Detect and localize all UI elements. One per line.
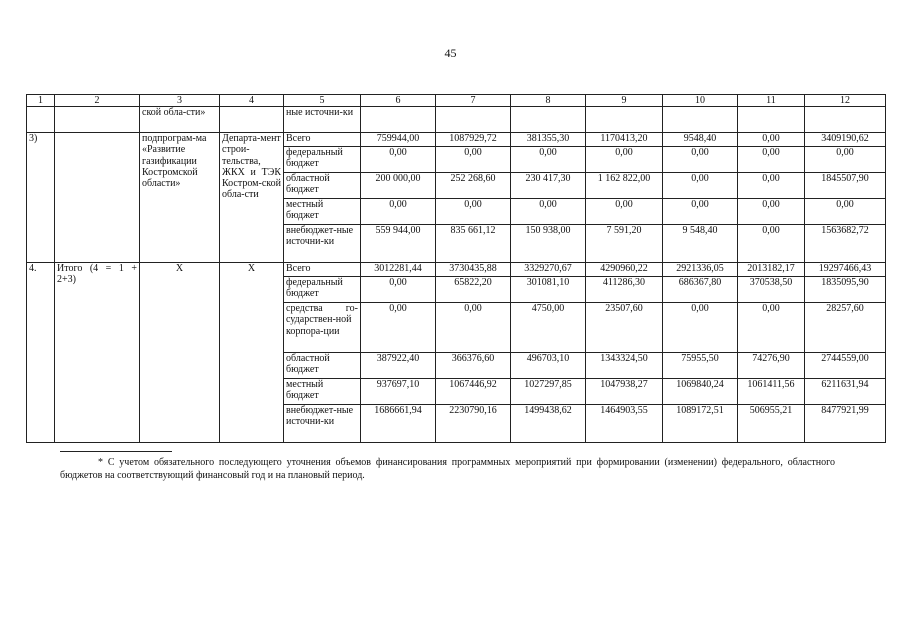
value-cell: 3730435,88 bbox=[436, 263, 511, 277]
executor-cell: Департа-мент строи-тельства, ЖКХ и ТЭК Костром-ской обла-сти bbox=[220, 133, 284, 263]
source-cell: федеральный бюджет bbox=[284, 147, 361, 173]
value-cell: 411286,30 bbox=[586, 277, 663, 303]
value-cell: 7 591,20 bbox=[586, 225, 663, 263]
source-cell: Всего bbox=[284, 263, 361, 277]
value-cell bbox=[586, 107, 663, 133]
value-cell: 0,00 bbox=[738, 147, 805, 173]
value-cell: 4750,00 bbox=[511, 303, 586, 353]
value-cell: 0,00 bbox=[738, 303, 805, 353]
value-cell: 150 938,00 bbox=[511, 225, 586, 263]
column-header: 12 bbox=[805, 95, 886, 107]
value-cell: 1027297,85 bbox=[511, 379, 586, 405]
value-cell: 1089172,51 bbox=[663, 405, 738, 443]
value-cell: 0,00 bbox=[361, 277, 436, 303]
value-cell: 0,00 bbox=[436, 303, 511, 353]
value-cell: 6211631,94 bbox=[805, 379, 886, 405]
program-cell: Х bbox=[140, 263, 220, 443]
column-header: 6 bbox=[361, 95, 436, 107]
source-cell: внебюджет-ные источни-ки bbox=[284, 225, 361, 263]
item-name-cell bbox=[55, 107, 140, 133]
value-cell bbox=[511, 107, 586, 133]
source-cell: местный бюджет bbox=[284, 199, 361, 225]
value-cell: 0,00 bbox=[663, 303, 738, 353]
value-cell: 0,00 bbox=[586, 199, 663, 225]
value-cell: 1563682,72 bbox=[805, 225, 886, 263]
value-cell: 496703,10 bbox=[511, 353, 586, 379]
value-cell: 0,00 bbox=[805, 199, 886, 225]
value-cell bbox=[805, 107, 886, 133]
column-header: 11 bbox=[738, 95, 805, 107]
value-cell: 559 944,00 bbox=[361, 225, 436, 263]
value-cell: 835 661,12 bbox=[436, 225, 511, 263]
value-cell: 937697,10 bbox=[361, 379, 436, 405]
value-cell: 1069840,24 bbox=[663, 379, 738, 405]
value-cell: 1835095,90 bbox=[805, 277, 886, 303]
value-cell: 0,00 bbox=[738, 225, 805, 263]
source-cell: ные источни-ки bbox=[284, 107, 361, 133]
value-cell bbox=[361, 107, 436, 133]
value-cell: 301081,10 bbox=[511, 277, 586, 303]
column-header: 4 bbox=[220, 95, 284, 107]
program-cell: подпрограм-ма «Развитие газификации Костромской области» bbox=[140, 133, 220, 263]
value-cell: 686367,80 bbox=[663, 277, 738, 303]
value-cell: 0,00 bbox=[738, 173, 805, 199]
value-cell: 2921336,05 bbox=[663, 263, 738, 277]
value-cell: 19297466,43 bbox=[805, 263, 886, 277]
column-header: 5 bbox=[284, 95, 361, 107]
column-header: 3 bbox=[140, 95, 220, 107]
value-cell: 1845507,90 bbox=[805, 173, 886, 199]
value-cell: 0,00 bbox=[361, 303, 436, 353]
value-cell: 1087929,72 bbox=[436, 133, 511, 147]
column-header: 7 bbox=[436, 95, 511, 107]
value-cell: 0,00 bbox=[361, 147, 436, 173]
source-cell: внебюджет-ные источни-ки bbox=[284, 405, 361, 443]
value-cell: 1067446,92 bbox=[436, 379, 511, 405]
value-cell: 1047938,27 bbox=[586, 379, 663, 405]
executor-cell bbox=[220, 107, 284, 133]
value-cell: 1 162 822,00 bbox=[586, 173, 663, 199]
table-row bbox=[27, 107, 886, 133]
source-cell: местный бюджет bbox=[284, 379, 361, 405]
value-cell: 0,00 bbox=[361, 199, 436, 225]
header-row bbox=[27, 95, 886, 107]
value-cell: 0,00 bbox=[586, 147, 663, 173]
value-cell: 3329270,67 bbox=[511, 263, 586, 277]
value-cell: 0,00 bbox=[663, 173, 738, 199]
value-cell: 1499438,62 bbox=[511, 405, 586, 443]
value-cell: 200 000,00 bbox=[361, 173, 436, 199]
value-cell: 0,00 bbox=[436, 147, 511, 173]
row-number-cell: 3) bbox=[27, 133, 55, 263]
value-cell: 0,00 bbox=[663, 147, 738, 173]
source-cell: областной бюджет bbox=[284, 353, 361, 379]
row-number-cell bbox=[27, 107, 55, 133]
value-cell: 0,00 bbox=[738, 199, 805, 225]
value-cell bbox=[436, 107, 511, 133]
table-row bbox=[27, 263, 886, 277]
value-cell: 0,00 bbox=[738, 133, 805, 147]
value-cell: 9 548,40 bbox=[663, 225, 738, 263]
value-cell: 1061411,56 bbox=[738, 379, 805, 405]
value-cell: 0,00 bbox=[436, 199, 511, 225]
value-cell: 28257,60 bbox=[805, 303, 886, 353]
value-cell: 366376,60 bbox=[436, 353, 511, 379]
value-cell: 381355,30 bbox=[511, 133, 586, 147]
source-cell: Всего bbox=[284, 133, 361, 147]
value-cell: 1686661,94 bbox=[361, 405, 436, 443]
value-cell: 9548,40 bbox=[663, 133, 738, 147]
column-header: 9 bbox=[586, 95, 663, 107]
value-cell: 0,00 bbox=[805, 147, 886, 173]
value-cell: 2013182,17 bbox=[738, 263, 805, 277]
value-cell: 1464903,55 bbox=[586, 405, 663, 443]
value-cell: 0,00 bbox=[511, 199, 586, 225]
source-cell: средства го-сударствен-ной корпора-ции bbox=[284, 303, 361, 353]
table-row bbox=[27, 133, 886, 147]
value-cell: 1343324,50 bbox=[586, 353, 663, 379]
value-cell: 75955,50 bbox=[663, 353, 738, 379]
value-cell: 23507,60 bbox=[586, 303, 663, 353]
column-header: 10 bbox=[663, 95, 738, 107]
value-cell: 759944,00 bbox=[361, 133, 436, 147]
value-cell bbox=[663, 107, 738, 133]
value-cell: 506955,21 bbox=[738, 405, 805, 443]
page-number: 45 bbox=[444, 46, 457, 60]
footnote-divider bbox=[60, 451, 172, 452]
value-cell: 252 268,60 bbox=[436, 173, 511, 199]
value-cell: 4290960,22 bbox=[586, 263, 663, 277]
value-cell: 0,00 bbox=[663, 199, 738, 225]
value-cell: 230 417,30 bbox=[511, 173, 586, 199]
program-cell: ской обла-сти» bbox=[140, 107, 220, 133]
item-name-cell bbox=[55, 133, 140, 263]
value-cell: 387922,40 bbox=[361, 353, 436, 379]
value-cell: 370538,50 bbox=[738, 277, 805, 303]
column-header: 8 bbox=[511, 95, 586, 107]
source-cell: федеральный бюджет bbox=[284, 277, 361, 303]
source-cell: областной бюджет bbox=[284, 173, 361, 199]
value-cell: 0,00 bbox=[511, 147, 586, 173]
value-cell: 2230790,16 bbox=[436, 405, 511, 443]
column-header: 1 bbox=[27, 95, 55, 107]
executor-cell: Х bbox=[220, 263, 284, 443]
value-cell: 65822,20 bbox=[436, 277, 511, 303]
value-cell: 2744559,00 bbox=[805, 353, 886, 379]
value-cell: 74276,90 bbox=[738, 353, 805, 379]
budget-table bbox=[26, 94, 886, 443]
item-name-cell: Итого (4 = 1 + 2+3) bbox=[55, 263, 140, 443]
value-cell: 3409190,62 bbox=[805, 133, 886, 147]
value-cell: 3012281,44 bbox=[361, 263, 436, 277]
column-header: 2 bbox=[55, 95, 140, 107]
footnote: * С учетом обязательного последующего уточнения объемов финансирования программных мероприятий при формировании (изменении) федерального, областного бюджетов на соответствующий финансовый год и на плановый период. bbox=[60, 457, 835, 481]
value-cell bbox=[738, 107, 805, 133]
row-number-cell: 4. bbox=[27, 263, 55, 443]
value-cell: 1170413,20 bbox=[586, 133, 663, 147]
value-cell: 8477921,99 bbox=[805, 405, 886, 443]
